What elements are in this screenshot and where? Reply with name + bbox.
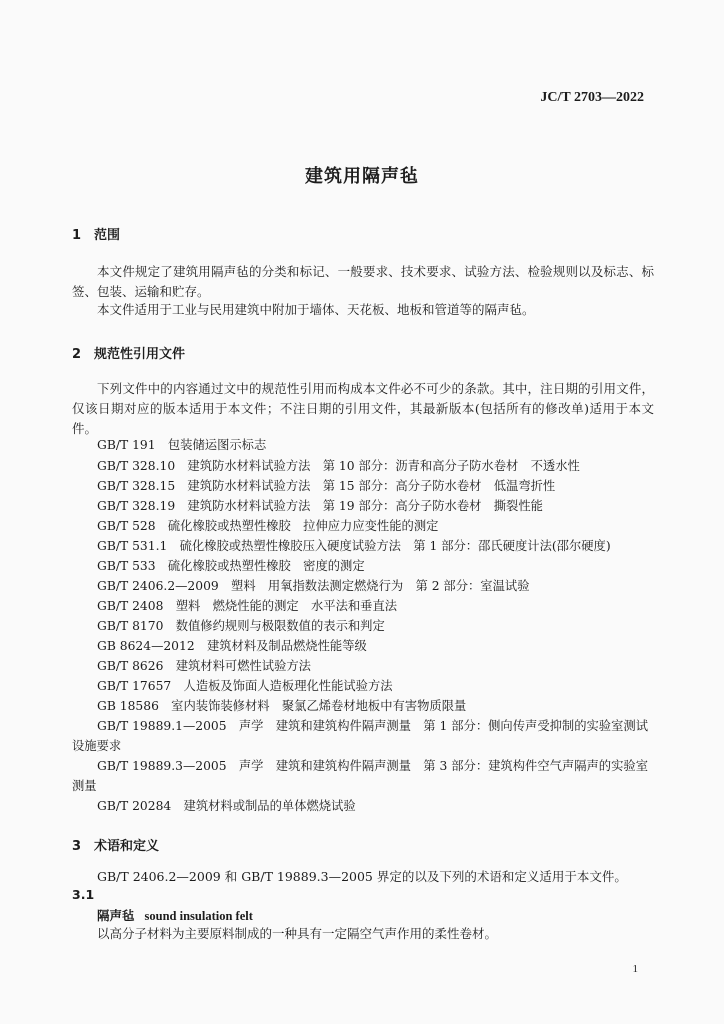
reference-item: GB 18586 室内装饰装修材料 聚氯乙烯卷材地板中有害物质限量 (97, 699, 467, 713)
section-2-heading (72, 343, 185, 362)
section-title: 规范性引用文件 (94, 347, 186, 362)
reference-item: GB/T 19889.3—2005 声学 建筑和建筑构件隔声测量 第 3 部分：建筑构件空气声隔声的实验室测量 (72, 759, 648, 793)
standard-code: JC/T 2703—2022 (540, 90, 644, 105)
reference-item: GB/T 328.10 建筑防水材料试验方法 第 10 部分：沥青和高分子防水卷材 不透水性 (97, 459, 580, 473)
reference-item: GB/T 19889.1—2005 声学 建筑和建筑构件隔声测量 第 1 部分：侧向传声受抑制的实验室测试设施要求 (72, 719, 648, 753)
reference-item: GB/T 191 包装储运图示标志 (97, 438, 267, 452)
term-definition: 以高分子材料为主要原料制成的一种具有一定隔空气声作用的柔性卷材。 (97, 926, 498, 941)
section-title: 范围 (94, 228, 121, 243)
section-title: 术语和定义 (94, 839, 160, 854)
term-chinese: 隔声毡 (97, 908, 135, 923)
section-number: 2 (72, 347, 82, 362)
section-number: 3 (72, 839, 82, 854)
section-number: 1 (72, 228, 82, 243)
reference-item: GB 8624—2012 建筑材料及制品燃烧性能等级 (97, 639, 367, 653)
scope-paragraph-2: 本文件适用于工业与民用建筑中附加于墙体、天花板、地板和管道等的隔声毡。 (97, 302, 535, 317)
page-number: 1 (632, 963, 638, 975)
reference-item: GB/T 8626 建筑材料可燃性试验方法 (97, 659, 311, 673)
section-3-heading (72, 835, 159, 854)
reference-item: GB/T 8170 数值修约规则与极限数值的表示和判定 (97, 619, 385, 633)
references-intro: 下列文件中的内容通过文中的规范性引用而构成本文件必不可少的条款。其中，注日期的引用文件，仅该日期对应的版本适用于本文件；不注日期的引用文件，其最新版本(包括所有的修改单)适用于本文件。 (72, 381, 654, 436)
reference-item: GB/T 20284 建筑材料或制品的单体燃烧试验 (97, 799, 356, 813)
scope-paragraph-1: 本文件规定了建筑用隔声毡的分类和标记、一般要求、技术要求、试验方法、检验规则以及标志、标签、包装、运输和贮存。 (72, 264, 654, 299)
reference-item: GB/T 531.1 硫化橡胶或热塑性橡胶压入硬度试验方法 第 1 部分：邵氏硬度计法(邵尔硬度) (97, 539, 611, 553)
reference-item: GB/T 17657 人造板及饰面人造板理化性能试验方法 (97, 679, 393, 693)
reference-item: GB/T 328.19 建筑防水材料试验方法 第 19 部分：高分子防水卷材 撕裂性能 (97, 499, 543, 513)
terms-intro: GB/T 2406.2—2009 和 GB/T 19889.3—2005 界定的以及下列的术语和定义适用于本文件。 (97, 869, 627, 884)
reference-item: GB/T 528 硫化橡胶或热塑性橡胶 拉伸应力应变性能的测定 (97, 519, 439, 533)
clause-number: 3.1 (72, 887, 95, 902)
document-title: 建筑用隔声毡 (305, 166, 419, 187)
term-entry (97, 906, 253, 924)
reference-item: GB/T 533 硫化橡胶或热塑性橡胶 密度的测定 (97, 559, 365, 573)
section-1-heading (72, 224, 120, 243)
reference-item: GB/T 328.15 建筑防水材料试验方法 第 15 部分：高分子防水卷材 低温弯折性 (97, 479, 556, 493)
term-english: sound insulation felt (144, 909, 253, 923)
reference-item: GB/T 2408 塑料 燃烧性能的测定 水平法和垂直法 (97, 599, 398, 613)
reference-item: GB/T 2406.2—2009 塑料 用氧指数法测定燃烧行为 第 2 部分：室温试验 (97, 579, 530, 593)
